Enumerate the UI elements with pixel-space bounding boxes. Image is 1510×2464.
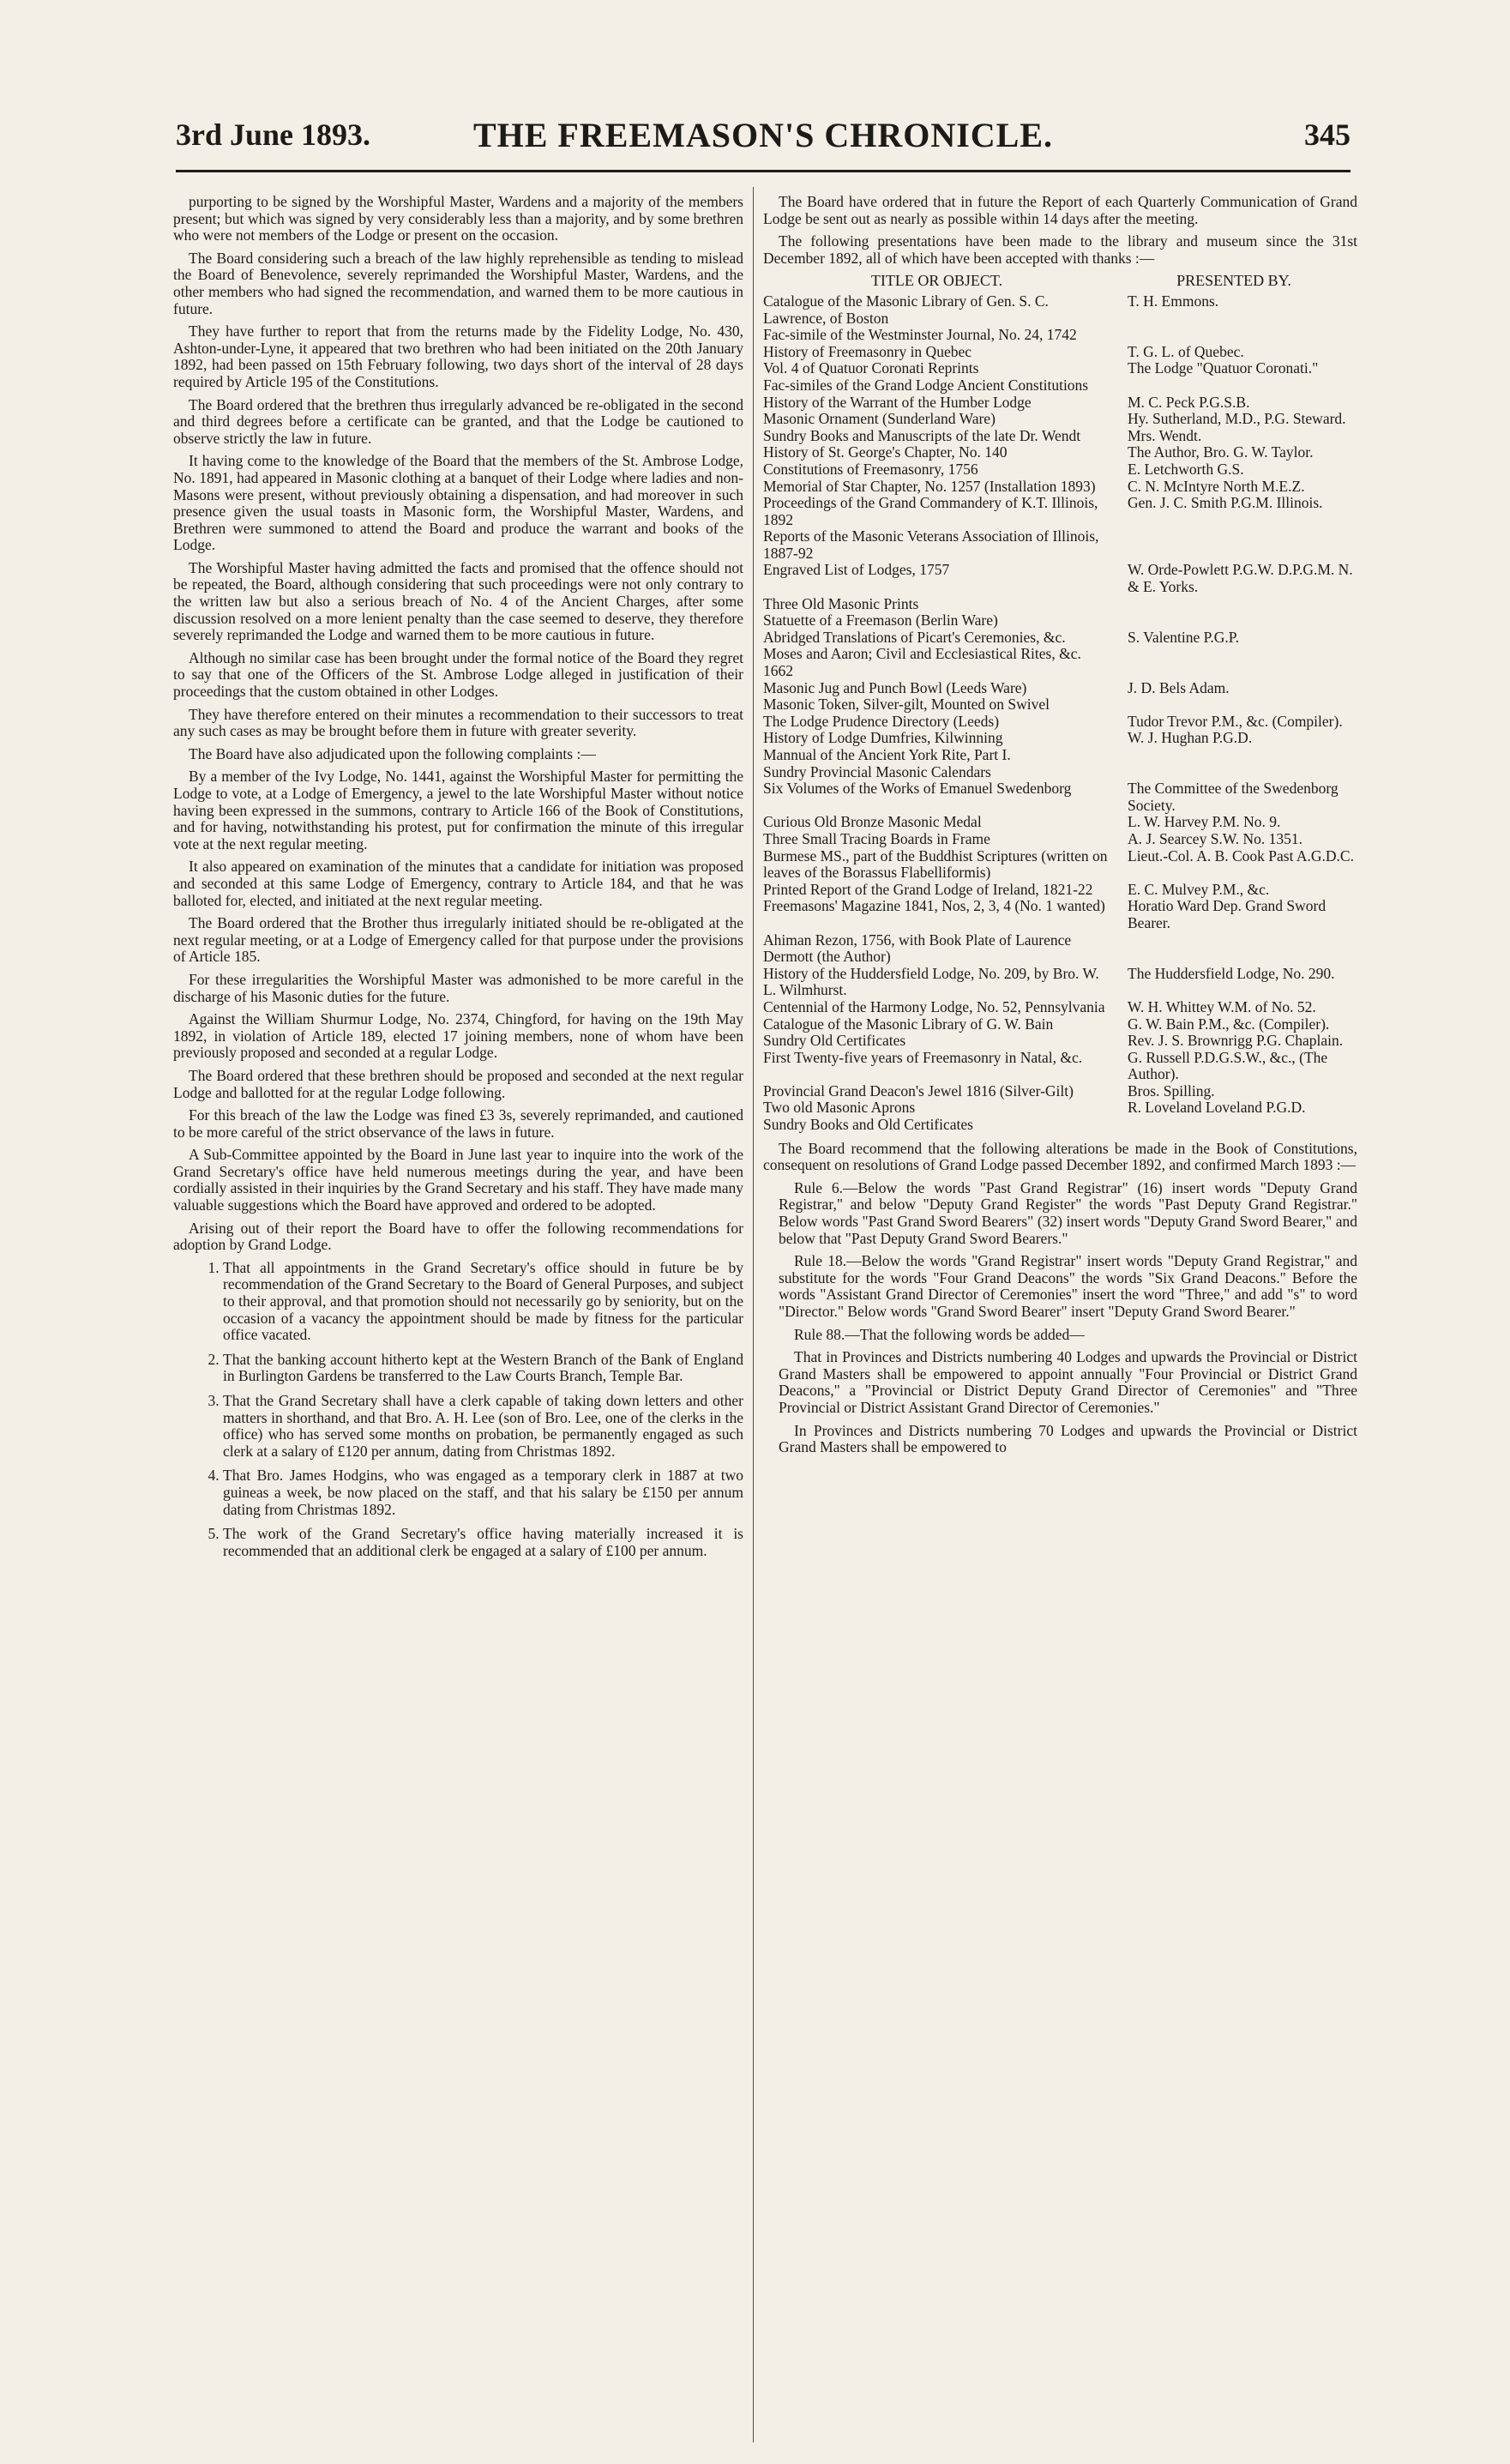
register-header (763, 273, 1357, 290)
register-row (763, 764, 1357, 781)
register-title: Sundry Books and Manuscripts of the late Dr. Wendt (763, 426, 1081, 444)
register-presenter: Horatio Ward Dep. Grand Sword Bearer. (1128, 897, 1327, 931)
register-row (763, 730, 1357, 747)
recommendation-item: 5. The work of the Grand Secretary's office having materially increased it is recommended that an additional clerk be engaged at a salary of £100 per annum. (223, 1526, 743, 1559)
register-presenter: L. W. Harvey P.M. No. 9. (1128, 813, 1281, 831)
register-title: Memorial of Star Chapter, No. 1257 (Installation 1893) (763, 477, 1096, 495)
register-row (763, 293, 1357, 327)
register-presented-heading: PRESENTED BY. (1176, 272, 1291, 290)
alterations-intro: The Board recommend that the following alterations be made in the Book of Constitutions, consequent on resolutions of Grand Lodge passed December 1892, and confirmed March 1893 :— (763, 1139, 1357, 1174)
register-title: Reports of the Masonic Veterans Association of Illinois, 1887-92 (763, 527, 1099, 562)
register-title: Provincial Grand Deacon's Jewel 1816 (Silver-Gilt) (763, 1081, 1074, 1099)
register-row (763, 377, 1357, 395)
register-title: History of Freemasonry in Quebec (763, 342, 972, 360)
register-presenter: G. Russell P.D.G.S.W., &c., (The Author). (1128, 1048, 1328, 1083)
register-row (763, 596, 1357, 613)
register-presenter: Tudor Trevor P.M., &c. (Compiler). (1128, 712, 1343, 730)
register-title: Burmese MS., part of the Buddhist Scriptures (written on leaves of the Borassus Flabelliformis) (763, 846, 1108, 882)
register-title: Mannual of the Ancient York Rite, Part I. (763, 746, 1011, 763)
register-presenter (1119, 1117, 1357, 1134)
register-presenter: W. J. Hughan P.G.D. (1128, 729, 1253, 747)
register-row (763, 395, 1357, 412)
register-row (763, 1016, 1357, 1033)
register-title: Catalogue of the Masonic Library of Gen. S. C. Lawrence, of Boston (763, 292, 1049, 327)
register-row (763, 562, 1357, 595)
body-paragraph: For these irregularities the Worshipful Master was admonished to be more careful in the discharge of his Masonic duties for the future. (173, 970, 743, 1005)
publication-title: THE FREEMASON'S CHRONICLE. (472, 116, 1054, 154)
register-presenter: C. N. McIntyre North M.E.Z. (1128, 477, 1305, 495)
register-presenter: T. H. Emmons. (1128, 292, 1219, 310)
body-paragraph: A Sub-Committee appointed by the Board in June last year to inquire into the work of the Grand Secretary's office have held numerous meetings during the year, and have been cordially assisted in their inquiries by the Grand Secretary and his staff. They have made many valuable suggestions which the Board have approved and ordered to be adopted. (173, 1146, 743, 1214)
register-presenter: Hy. Sutherland, M.D., P.G. Steward. (1128, 410, 1346, 428)
register-presenter (1119, 696, 1357, 714)
rule-paragraph: Rule 88.—That the following words be added— (794, 1325, 1085, 1343)
body-paragraph: Against the William Shurmur Lodge, No. 2374, Chingford, for having on the 19th May 1892, in violation of Article 189, elected 17 joining members, none of whom have been previously proposed and seconded at a regular Lodge. (173, 1010, 743, 1062)
register-row (763, 612, 1357, 630)
body-paragraph: The Board ordered that these brethren should be proposed and seconded at the next regular Lodge and ballotted for at the regular Lodge following. (173, 1066, 743, 1101)
register-presenter (1119, 528, 1357, 562)
register-presenter (1119, 646, 1357, 679)
register-row (763, 444, 1357, 461)
register-presenter: E. C. Mulvey P.M., &c. (1128, 880, 1270, 898)
register-title: Ahiman Rezon, 1756, with Book Plate of Laurence Dermott (the Author) (763, 931, 1072, 966)
body-paragraph: By a member of the Ivy Lodge, No. 1441, against the Worshipful Master for permitting the Lodge to vote, at a Lodge of Emergency, a jewel to the late Worshipful Master without notice having been expressed in the summons, contrary to Article 166 of the Book of Constitutions, and for having, notwithstanding his protest, put for confirmation the minute of this irregular vote at the next regular meeting. (173, 768, 743, 852)
register-title: Vol. 4 of Quatuor Coronati Reprints (763, 359, 979, 377)
register-row (763, 495, 1357, 528)
register-presenter: The Committee of the Swedenborg Society. (1128, 780, 1339, 814)
register-presenter (1119, 377, 1357, 395)
register-presenter: A. J. Searcey S.W. No. 1351. (1128, 829, 1302, 847)
register-title: Masonic Ornament (Sunderland Ware) (763, 410, 996, 428)
rule-paragraph: Rule 6.—Below the words "Past Grand Registrar" (16) insert words "Deputy Grand Registrar," and below "Deputy Grand Register" the words "Past Deputy Grand Registrar." Below words "Past Grand Sword Bearers" (32) insert words "Deputy Grand Sword Bearer," and below that "Past Deputy Grand Sword Bearers." (779, 1178, 1357, 1247)
register-presenter: J. D. Bels Adam. (1128, 678, 1230, 696)
body-paragraph: It also appeared on examination of the minutes that a candidate for initiation was proposed and seconded at this same Lodge of Emergency, contrary to Article 184, and that he was balloted for, elected, and initiated at the next regular meeting. (173, 858, 743, 909)
register-title: Masonic Jug and Punch Bowl (Leeds Ware) (763, 678, 1027, 696)
register-title: History of St. George's Chapter, No. 140 (763, 443, 1008, 461)
register-row (763, 360, 1357, 377)
register-title: Engraved List of Lodges, 1757 (763, 561, 950, 579)
presentation-register (763, 293, 1357, 1134)
body-paragraph: The Board ordered that the Brother thus irregularly initiated should be re-obligated at the next regular meeting, or at a Lodge of Emergency called for that purpose under the provisions of Article 185. (173, 914, 743, 966)
register-presenter (1119, 327, 1357, 344)
register-row (763, 428, 1357, 445)
register-presenter: Mrs. Wendt. (1128, 426, 1202, 444)
register-title: Sundry Books and Old Certificates (763, 1116, 973, 1134)
register-title: Curious Old Bronze Masonic Medal (763, 813, 982, 831)
body-paragraph: The Board have ordered that in future the Report of each Quarterly Communication of Grand Lodge be sent out as nearly as possible within 14 days after the meeting. (763, 194, 1357, 227)
body-paragraph: The Board ordered that the brethren thus irregularly advanced be re-obligated in the second and third degrees before a certificate can be granted, and that the Lodge be cautioned to observe strictly the law in future. (173, 395, 743, 447)
body-paragraph: Although no similar case has been brought under the formal notice of the Board they regret to say that one of the Officers of the St. Ambrose Lodge alleged in justification of their proceedings that the custom obtained in other Lodges. (173, 648, 743, 701)
register-title: History of the Huddersfield Lodge, No. 209, by Bro. W. L. Wilmhurst. (763, 964, 1099, 999)
register-title: Printed Report of the Grand Lodge of Ireland, 1821-22 (763, 880, 1093, 898)
register-presenter (1119, 932, 1357, 966)
register-row (763, 696, 1357, 714)
register-presenter (1119, 612, 1357, 630)
register-row (763, 461, 1357, 479)
register-row (763, 714, 1357, 731)
register-row (763, 1099, 1357, 1117)
register-title: Fac-similes of the Grand Lodge Ancient Constitutions (763, 376, 1089, 394)
recommendation-item: 1. That all appointments in the Grand Secretary's office should in future be by recommendation of the Grand Secretary to the Board of General Purposes, and subject to their approval, and that promotion should not necessarily go by seniority, but on the occasion of a vacancy the appointment should be made by fitness for the particular office vacated. (223, 1260, 743, 1344)
register-presenter: The Huddersfield Lodge, No. 290. (1128, 964, 1335, 982)
body-paragraph: They have therefore entered on their minutes a recommendation to their successors to treat any such cases as may be brought before them in future with greater severity. (173, 705, 743, 740)
register-row (763, 327, 1357, 344)
recommendations-list (173, 1260, 743, 1560)
register-title: Moses and Aaron; Civil and Ecclesiastical Rites, &c. 1662 (763, 645, 1081, 680)
register-row (763, 646, 1357, 679)
recommendation-item: 3. That the Grand Secretary shall have a clerk capable of taking down letters and other matters in shorthand, and that Bro. A. H. Lee (son of Bro. Lee, one of the clerks in the office) who has served some months on probation, be permanently engaged as such clerk at a salary of £120 per annum, dating from Christmas 1892. (223, 1393, 743, 1460)
register-presenter: Lieut.-Col. A. B. Cook Past A.G.D.C. (1128, 846, 1354, 865)
register-row (763, 1117, 1357, 1134)
register-row (763, 898, 1357, 931)
register-title: History of Lodge Dumfries, Kilwinning (763, 729, 1003, 747)
register-presenter: W. Orde-Powlett P.G.W. D.P.G.M. N. & E. Yorks. (1128, 561, 1353, 596)
body-paragraph: The following presentations have been made to the library and museum since the 31st December 1892, all of which have been accepted with thanks :— (763, 232, 1357, 267)
body-paragraph: The Board considering such a breach of the law highly reprehensible as tending to mislead the Board of Benevolence, severely reprimanded the Worshipful Master, Wardens, and the other members who had signed the recommendation, and warned them to be more cautious in future. (173, 249, 743, 317)
register-presenter: Rev. J. S. Brownrigg P.G. Chaplain. (1128, 1032, 1344, 1050)
page-number: 345 (1304, 117, 1351, 152)
rule-paragraph: Rule 18.—Below the words "Grand Registrar" insert words "Deputy Grand Registrar," and substitute for the words "Four Grand Deacons" the words "Six Grand Deacons." Before the words "Assistant Grand Director of Ceremonies" insert the word "Three," and add "s" to word "Director." Below words "Grand Sword Bearer" insert "Deputy Grand Sword Bearer." (779, 1252, 1357, 1320)
right-column (763, 194, 1357, 2449)
register-title: Three Small Tracing Boards in Frame (763, 829, 990, 847)
register-presenter: R. Loveland Loveland P.G.D. (1128, 1099, 1306, 1117)
body-paragraph: Arising out of their report the Board have to offer the following recommendations for adoption by Grand Lodge. (173, 1219, 743, 1254)
register-title: Catalogue of the Masonic Library of G. W. Bain (763, 1015, 1054, 1033)
register-title: Fac-simile of the Westminster Journal, No. 24, 1742 (763, 326, 1077, 344)
register-row (763, 831, 1357, 848)
register-title: Sundry Old Certificates (763, 1032, 906, 1050)
register-presenter: T. G. L. of Quebec. (1128, 342, 1244, 360)
register-row (763, 814, 1357, 831)
rule-paragraph: In Provinces and Districts numbering 70 Lodges and upwards the Provincial or District Grand Masters shall be empowered to (779, 1421, 1357, 1456)
register-title: Freemasons' Magazine 1841, Nos, 2, 3, 4 (No. 1 wanted) (763, 897, 1105, 915)
register-presenter (1119, 747, 1357, 764)
column-divider (753, 187, 754, 2443)
register-row (763, 932, 1357, 966)
register-title: Two old Masonic Aprons (763, 1099, 916, 1117)
register-presenter: W. H. Whittey W.M. of No. 52. (1128, 997, 1316, 1015)
register-title: Abridged Translations of Picart's Ceremonies, &c. (763, 628, 1066, 646)
register-presenter: E. Letchworth G.S. (1128, 460, 1244, 478)
register-row (763, 1050, 1357, 1083)
rule-alterations (763, 1180, 1357, 1456)
register-title: Sundry Provincial Masonic Calendars (763, 762, 991, 780)
register-presenter: The Author, Bro. G. W. Taylor. (1128, 443, 1314, 461)
page-header (176, 110, 1351, 172)
body-paragraph: They have further to report that from the returns made by the Fidelity Lodge, No. 430, Ashton-under-Lyne, it appeared that two brethren who had been initiated on the 20th January 1892, had been passed on 15th February following, two days short of the interval of 28 days required by Article 195 of the Constitutions. (173, 322, 743, 390)
register-row (763, 1083, 1357, 1100)
register-title: First Twenty-five years of Freemasonry in Natal, &c. (763, 1048, 1083, 1066)
register-title: Proceedings of the Grand Commandery of K.T. Illinois, 1892 (763, 494, 1098, 528)
recommendation-item: 2. That the banking account hitherto kept at the Western Branch of the Bank of England in Burlington Gardens be transferred to the Law Courts Branch, Temple Bar. (223, 1352, 743, 1385)
register-title: Constitutions of Freemasonry, 1756 (763, 460, 978, 478)
register-title: Masonic Token, Silver-gilt, Mounted on Swivel (763, 696, 1050, 714)
register-presenter (1119, 596, 1357, 613)
register-row (763, 680, 1357, 697)
body-paragraph: It having come to the knowledge of the Board that the members of the St. Ambrose Lodge, No. 1891, had appeared in Masonic clothing at a banquet of their Lodge where ladies and non-Masons were present, without previously obtaining a dispensation, and had moreover in such presence given the usual toasts in Masonic form, the Worshipful Master, Wardens, and Brethren were summoned to attend the Board and produce the warrant and books of the Lodge. (173, 452, 743, 554)
register-presenter: G. W. Bain P.M., &c. (Compiler). (1128, 1015, 1330, 1033)
body-paragraph: The Board have also adjudicated upon the following complaints :— (189, 744, 596, 762)
register-row (763, 882, 1357, 899)
register-row (763, 966, 1357, 999)
register-row (763, 411, 1357, 428)
register-row (763, 999, 1357, 1016)
right-intro (763, 194, 1357, 267)
rule-paragraph: That in Provinces and Districts numbering 40 Lodges and upwards the Provincial or District Grand Masters shall be empowered to appoint annually "Four Provincial or District Grand Deacons," a "Provincial or District Deputy Grand Director of Ceremonies" and "Three Provincial or District Assistant Grand Director of Ceremonies." (779, 1348, 1357, 1416)
register-row (763, 528, 1357, 562)
register-presenter: M. C. Peck P.G.S.B. (1128, 393, 1250, 411)
register-row (763, 479, 1357, 496)
register-row (763, 630, 1357, 647)
left-column (173, 194, 743, 2449)
register-row (763, 344, 1357, 361)
register-row (763, 780, 1357, 814)
register-presenter: S. Valentine P.G.P. (1128, 628, 1239, 646)
register-presenter: Gen. J. C. Smith P.G.M. Illinois. (1128, 494, 1323, 512)
register-presenter: The Lodge "Quatuor Coronati." (1128, 359, 1319, 377)
register-title: Statuette of a Freemason (Berlin Ware) (763, 611, 998, 630)
register-title: Centennial of the Harmony Lodge, No. 52, Pennsylvania (763, 997, 1105, 1015)
register-title-heading: TITLE OR OBJECT. (870, 272, 1003, 290)
register-row (763, 747, 1357, 764)
issue-date: 3rd June 1893. (176, 117, 371, 152)
register-title: The Lodge Prudence Directory (Leeds) (763, 712, 1000, 730)
register-title: Three Old Masonic Prints (763, 594, 919, 612)
register-title: Six Volumes of the Works of Emanuel Swedenborg (763, 780, 1072, 798)
register-title: History of the Warrant of the Humber Lodge (763, 393, 1032, 411)
register-presenter (1119, 764, 1357, 781)
register-row (763, 1033, 1357, 1050)
recommendation-item: 4. That Bro. James Hodgins, who was engaged as a temporary clerk in 1887 at two guineas a week, be now placed on the staff, and that his salary be £150 per annum dating from Christmas 1892. (223, 1467, 743, 1518)
body-paragraph: The Worshipful Master having admitted the facts and promised that the offence should not be repeated, the Board, although considering that such proceedings were not only contrary to the written law but also a serious breach of No. 4 of the Ancient Charges, after some discussion resolved on a more lenient penalty than the case seemed to deserve, they therefore severely reprimanded the Lodge and warned them to be more cautious in future. (173, 558, 743, 644)
register-presenter: Bros. Spilling. (1128, 1081, 1215, 1099)
register-row (763, 848, 1357, 882)
body-paragraph: For this breach of the law the Lodge was fined £3 3s, severely reprimanded, and cautioned to be more careful of the strict observance of the laws in future. (173, 1106, 743, 1141)
body-paragraph: purporting to be signed by the Worshipful Master, Wardens and a majority of the members present; but which was signed by very considerably less than a majority, and by some brethren who were not members of the Lodge or present on the occasion. (173, 194, 743, 244)
